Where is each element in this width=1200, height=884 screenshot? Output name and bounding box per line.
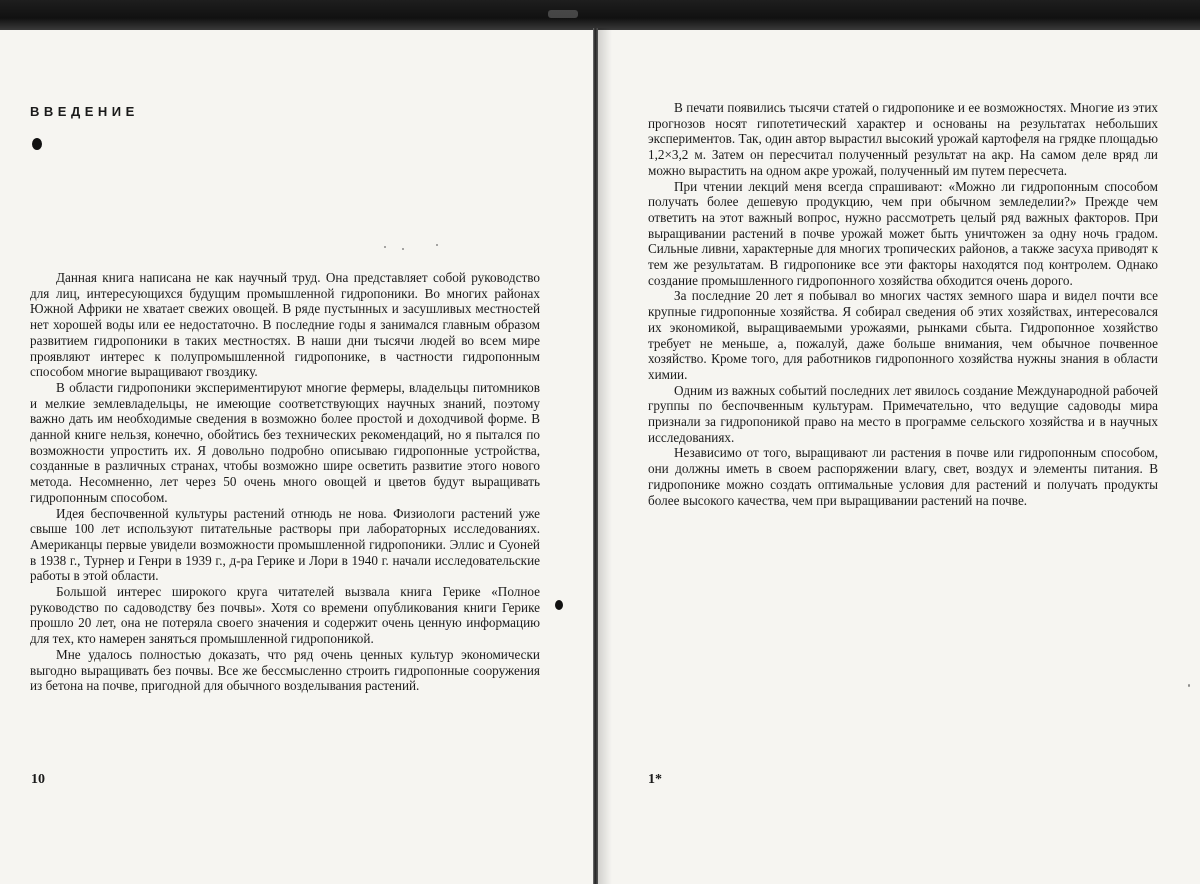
paragraph: За последние 20 лет я побывал во многих частях земного шара и видел почти все крупные гидропонные хозяйства. Я собирал сведения об этих хозяйствах, интересовался их экономикой, выращиваемыми урожаями, рынками сбыта. Гидропонное хозяйство требует не меньше, а, пожалуй, даже больше внимания, чем обычное почвенное хозяйство. Кроме того, для работников гидропонного хозяйства нужны знания в области химии. <box>648 288 1158 382</box>
left-page-body <box>30 270 540 694</box>
paragraph: Независимо от того, выращивают ли растения в почве или гидропонным способом, они должны иметь в своем распоряжении влагу, свет, воздух и элементы питания. В гидропонике можно создать оптимальные условия для растений и получать продукты более высокого качества, чем при выращивании растений на почве. <box>648 445 1158 508</box>
paragraph: Одним из важных событий последних лет явилось создание Международной рабочей группы по беспочвенным культурам. Примечательно, что ведущие садоводы мира признали за гидропоникой право на место в программе сельского хозяйства и в научных исследованиях. <box>648 382 1158 445</box>
paragraph: При чтении лекций меня всегда спрашивают: «Можно ли гидропонным способом получать более дешевую продукцию, чем при обычном земледелии?» Прежде чем ответить на этот важный вопрос, нужно рассмотреть целый ряд важных факторов. При выращивании растений в почве урожай может быть уничтожен за одну ночь градом. Сильные ливни, характерные для многих тропических районов, а также засуха приводят к тем же результатам. В гидропонике все эти факторы находятся под контролем. Однако создание промышленного гидропонного хозяйства обходится очень дорого. <box>648 178 1158 288</box>
paragraph: Мне удалось полностью доказать, что ряд очень ценных культур экономически выгодно выращивать без почвы. Все же бессмысленно строить гидропонные сооружения из бетона на почве, пригодной для обычного возделывания растений. <box>30 646 540 694</box>
page-number-left: 10 <box>31 772 45 787</box>
paragraph: Данная книга написана не как научный труд. Она представляет собой руководство для лиц, интересующихся будущим промышленной гидропоники. Во многих районах Южной Африки не хватает свежих овощей. В ряде пустынных и засушливых местностей нет хорошей воды или ее недостаточно. В последние годы я занимался главным образом развитием гидропоники в таких местностях. В наши дни тысячи людей во всем мире проявляют интерес к полупромышленной гидропонике, в частности гидропонным способом многие выращивают гвоздику. <box>30 270 540 380</box>
scan-noise <box>1188 684 1190 687</box>
scan-noise <box>436 244 438 246</box>
scan-noise <box>402 248 404 250</box>
scan-speck <box>548 10 578 18</box>
chapter-heading: ВВЕДЕНИЕ <box>30 104 139 119</box>
page-number-right: 1* <box>648 772 662 787</box>
paragraph: В области гидропоники экспериментируют многие фермеры, владельцы питомников и мелкие землевладельцы, не имеющие соответствующих научных знаний, поэтому важно дать им необходимые сведения в возможно более простой и доходчивой форме. В данной книге нельзя, конечно, обойтись без технических рекомендаций, но я пытался по возможности упростить их. Я довольно подробно описываю гидропонные устройства, созданные в различных странах, чтобы возможно шире осветить развитие этого нового метода. Несомненно, лет через 50 очень много овощей и цветов будут выращивать гидропонным способом. <box>30 379 540 505</box>
paragraph: Идея беспочвенной культуры растений отнюдь не нова. Физиологи растений уже свыше 100 лет используют питательные растворы при лабораторных исследованиях. Американцы первые увидели возможности промышленной гидропоники. Эллис и Суоней в 1938 г., Турнер и Генри в 1939 г., д-ра Герике и Лори в 1940 г. начали исследовательские работы в этой области. <box>30 505 540 584</box>
scan-top-edge <box>0 0 1200 30</box>
gutter-shadow <box>598 28 612 884</box>
paragraph: Большой интерес широкого круга читателей вызвала книга Герике «Полное руководство по садоводству без почвы». Хотя со времени опубликования книги Герике прошло 20 лет, она не потеряла своего значения и содержит очень ценную информацию для тех, кто намерен заняться промышленной гидропоникой. <box>30 584 540 647</box>
paragraph: В печати появились тысячи статей о гидропонике и ее возможностях. Многие из этих прогнозов носят гипотетический характер и основаны на результатах небольших экспериментов. Так, один автор вырастил высокий урожай картофеля на грядке площадью 1,2×3,2 м. Затем он пересчитал полученный результат на акр. На самом деле вряд ли можно вырастить на одном акре урожай, полученный им путем пересчета. <box>648 100 1158 178</box>
scan-noise <box>384 246 386 248</box>
right-page-body <box>648 100 1158 508</box>
margin-mark <box>555 600 563 610</box>
bullet-mark <box>32 138 42 150</box>
